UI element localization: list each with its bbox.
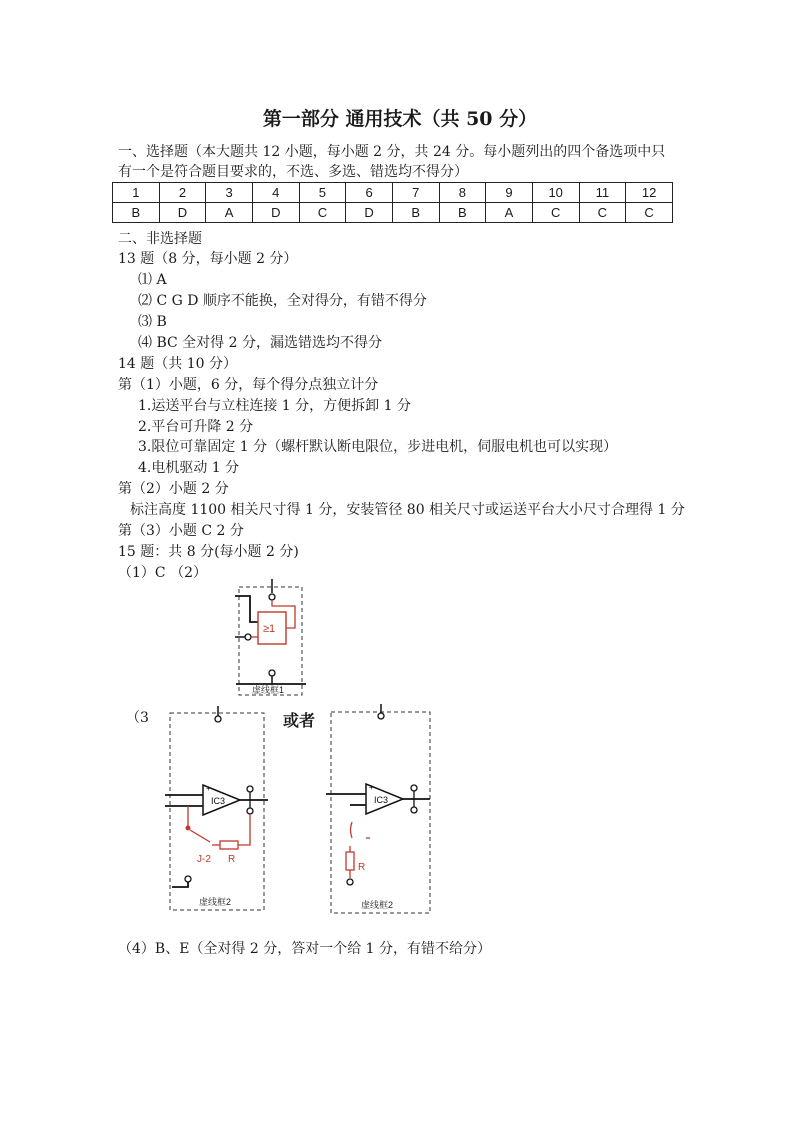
resistor-label: R <box>358 862 366 873</box>
or-gate-label: ≥1 <box>263 623 276 635</box>
table-cell: B <box>113 203 160 223</box>
q13-item-2: ⑵ C G D 顺序不能换，全对得分，有错不得分 <box>138 293 427 309</box>
plus-sign: + <box>369 783 374 792</box>
table-cell: A <box>206 203 253 223</box>
q14-p1-title: 第（1）小题，6 分，每个得分点独立计分 <box>118 377 379 393</box>
q14-p1-item-2: 2.平台可升降 2 分 <box>138 419 254 435</box>
relay-contact-node <box>186 826 191 831</box>
q14-p3-text: 第（3）小题 C 2 分 <box>118 523 244 539</box>
q13-title: 13 题（8 分，每小题 2 分） <box>118 251 298 267</box>
table-cell: C <box>299 203 346 223</box>
q14-p1-item-3: 3.限位可靠固定 1 分（螺杆默认断电限位，步进电机，伺服电机也可以实现） <box>138 439 618 455</box>
terminal <box>269 670 275 676</box>
terminal <box>411 785 417 791</box>
resistor-label: R <box>228 854 236 865</box>
terminal <box>411 807 417 813</box>
section2-heading: 二、非选择题 <box>118 231 202 247</box>
table-cell: 12 <box>626 183 673 203</box>
q14-p2-title: 第（2）小题 2 分 <box>118 481 229 497</box>
table-cell: C <box>626 203 673 223</box>
wire <box>235 596 258 622</box>
table-cell: D <box>346 203 393 223</box>
q14-p2-text: 标注高度 1100 相关尺寸得 1 分，安装管径 80 相关尺寸或运送平台大小尺寸合理得 1 分 <box>130 502 685 518</box>
table-cell: 2 <box>159 183 206 203</box>
table-cell: C <box>579 203 626 223</box>
dashed-box-3-label: 虚线框2 <box>361 900 394 910</box>
q13-item-1: ⑴ A <box>138 272 167 288</box>
table-cell: B <box>439 203 486 223</box>
terminal <box>378 713 384 719</box>
relay-contact-j2 <box>190 830 210 842</box>
terminal <box>245 634 251 640</box>
terminal <box>247 808 253 814</box>
wire <box>172 882 188 887</box>
dashed-box-2-label: 虚线框2 <box>199 897 232 907</box>
wire <box>272 600 295 628</box>
wire <box>238 814 250 845</box>
q15-p3-label: （3 <box>126 710 149 726</box>
dashed-box-1 <box>239 587 302 695</box>
terminal <box>215 716 221 722</box>
q15-title: 15 题：共 8 分(每小题 2 分) <box>118 544 299 560</box>
table-cell: 3 <box>206 183 253 203</box>
q13-item-3: ⑶ B <box>138 314 167 330</box>
dashed-box-1-label: 虚线框1 <box>252 685 285 695</box>
terminal <box>247 786 253 792</box>
table-cell: 5 <box>299 183 346 203</box>
q13-item-4: ⑷ BC 全对得 2 分，漏选错选均不得分 <box>138 335 382 351</box>
table-cell: 9 <box>486 183 533 203</box>
resistor-r <box>346 852 354 870</box>
q14-p1-item-4: 4.电机驱动 1 分 <box>138 460 240 476</box>
relay-label: J-2 <box>197 854 211 865</box>
table-cell: A <box>486 203 533 223</box>
table-cell: D <box>252 203 299 223</box>
q15-or-label: 或者 <box>283 711 316 730</box>
table-cell: D <box>159 203 206 223</box>
terminal <box>347 879 353 885</box>
q15-p4: （4）B、E（全对得 2 分，答对一个给 1 分，有错不给分） <box>118 941 492 957</box>
section1-heading-line1: 一、选择题（本大题共 12 小题，每小题 2 分，共 24 分。每小题列出的四个备选项中只 <box>118 144 666 160</box>
table-cell: 1 <box>113 183 160 203</box>
wire <box>351 822 353 838</box>
diagram-3 <box>326 704 430 913</box>
table-cell: 8 <box>439 183 486 203</box>
section1-heading-line2: 有一个是符合题目要求的，不选、多选、错选均不得分） <box>118 164 468 180</box>
table-cell: C <box>532 203 579 223</box>
table-cell: 7 <box>392 183 439 203</box>
table-cell: B <box>392 203 439 223</box>
table-cell: 11 <box>579 183 626 203</box>
diagram-1 <box>235 579 306 695</box>
table-cell: 4 <box>252 183 299 203</box>
diagram-2 <box>165 706 268 910</box>
q15-p1: （1）C （2） <box>118 565 207 581</box>
terminal <box>185 876 191 882</box>
terminal <box>269 594 275 600</box>
table-cell: 6 <box>346 183 393 203</box>
plus-sign: + <box>206 784 211 793</box>
ic3-label: IC3 <box>211 796 226 806</box>
ic3-label: IC3 <box>374 795 389 805</box>
resistor-r <box>220 841 238 849</box>
q14-p1-item-1: 1.运送平台与立柱连接 1 分，方便拆卸 1 分 <box>138 398 411 414</box>
page-title: 第一部分 通用技术（共 50 分） <box>262 108 538 130</box>
table-cell: 10 <box>532 183 579 203</box>
q14-title: 14 题（共 10 分） <box>118 356 237 372</box>
